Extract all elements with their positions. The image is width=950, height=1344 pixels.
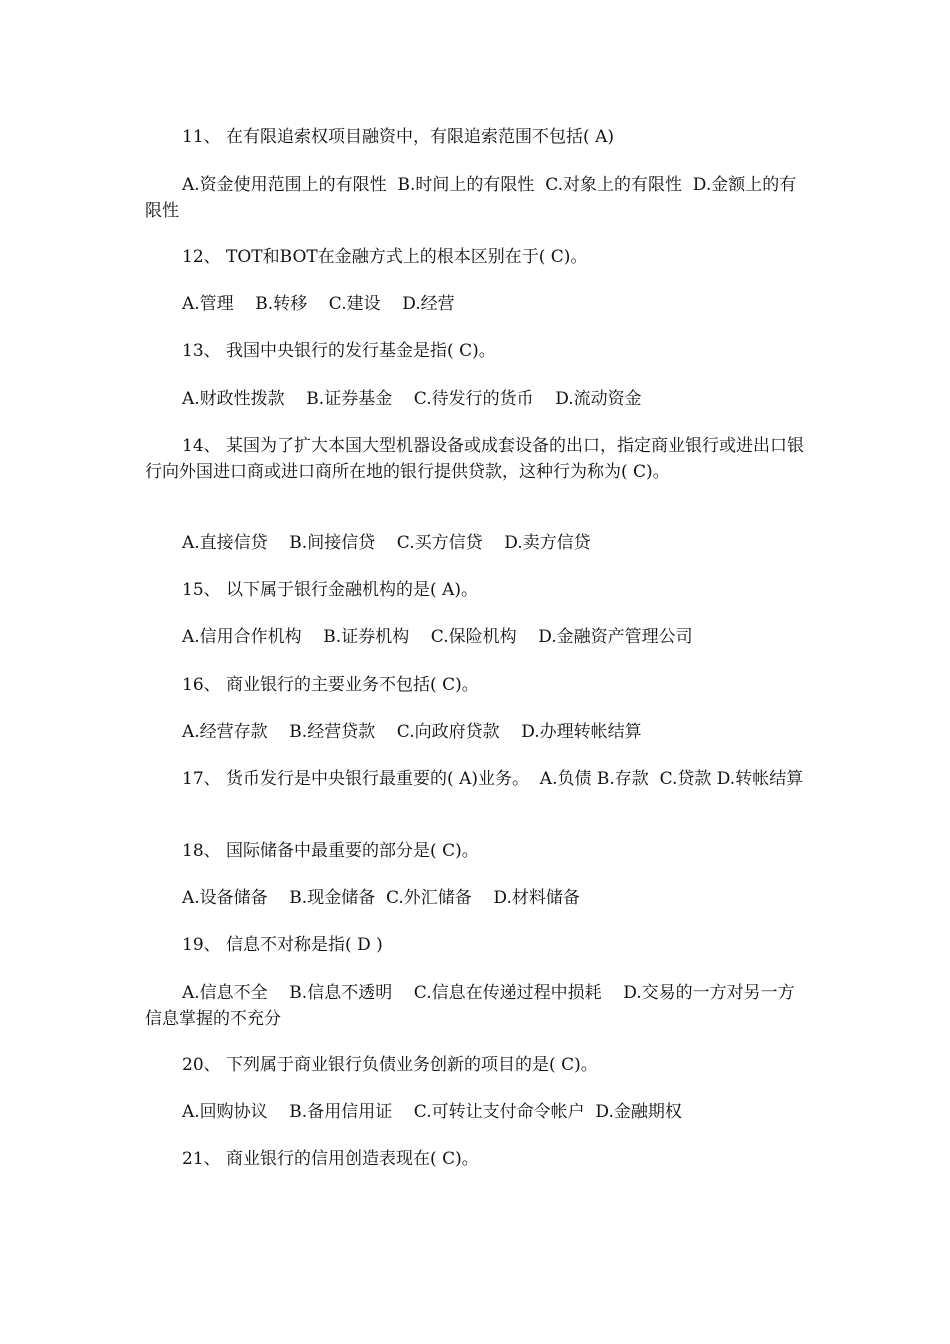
options-16: A.经营存款 B.经营贷款 C.向政府贷款 D.办理转帐结算 xyxy=(182,722,642,742)
options-14: A.直接信贷 B.间接信贷 C.买方信贷 D.卖方信贷 xyxy=(182,533,591,553)
options-13: A.财政性拨款 B.证券基金 C.待发行的货币 D.流动资金 xyxy=(182,389,642,409)
question-18: 18、 国际储备中最重要的部分是( C)。 xyxy=(182,841,479,861)
options-18: A.设备储备 B.现金储备 C.外汇储备 D.材料储备 xyxy=(182,888,580,908)
options-19: A.信息不全 B.信息不透明 C.信息在传递过程中损耗 D.交易的一方对另一方信息掌握的不充分 xyxy=(145,983,795,1029)
question-16: 16、 商业银行的主要业务不包括( C)。 xyxy=(182,675,479,695)
options-11: A.资金使用范围上的有限性 B.时间上的有限性 C.对象上的有限性 D.金额上的有限性 xyxy=(145,175,797,221)
question-11: 11、 在有限追索权项目融资中，有限追索范围不包括( A) xyxy=(182,127,614,147)
question-20: 20、 下列属于商业银行负债业务创新的项目的是( C)。 xyxy=(182,1055,598,1075)
question-17: 17、 货币发行是中央银行最重要的( A)业务。 A.负债 B.存款 C.贷款 D.转帐结算 xyxy=(182,769,804,789)
options-12: A.管理 B.转移 C.建设 D.经营 xyxy=(182,294,455,314)
options-15: A.信用合作机构 B.证券机构 C.保险机构 D.金融资产管理公司 xyxy=(182,627,693,647)
options-20: A.回购协议 B.备用信用证 C.可转让支付命令帐户 D.金融期权 xyxy=(182,1102,682,1122)
question-15: 15、 以下属于银行金融机构的是( A)。 xyxy=(182,580,478,600)
question-21: 21、 商业银行的信用创造表现在( C)。 xyxy=(182,1149,479,1169)
question-12: 12、 TOT和BOT在金融方式上的根本区别在于( C)。 xyxy=(182,247,588,267)
question-14: 14、 某国为了扩大本国大型机器设备或成套设备的出口，指定商业银行或进出口银行向外国进口商或进口商所在地的银行提供贷款，这种行为称为( C)。 xyxy=(145,436,805,482)
question-19: 19、 信息不对称是指( D ) xyxy=(182,935,383,955)
question-13: 13、 我国中央银行的发行基金是指( C)。 xyxy=(182,341,496,361)
